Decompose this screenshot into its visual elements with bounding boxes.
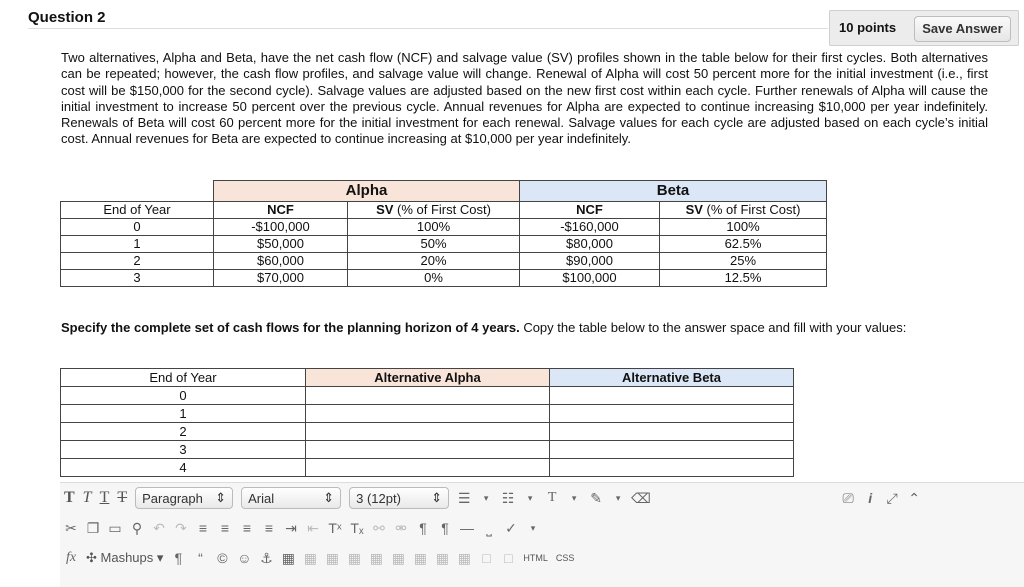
col-alternative-beta: Alternative Beta xyxy=(550,369,794,387)
box2-icon[interactable]: □ xyxy=(504,550,513,566)
col-beta-sv: SV (% of First Cost) xyxy=(660,202,827,219)
cell-alpha-ncf: $70,000 xyxy=(214,270,348,287)
anchor-icon[interactable]: ⚓ xyxy=(260,549,273,566)
table-row xyxy=(61,236,827,253)
answer-template-table xyxy=(60,368,794,477)
copy-icon[interactable]: ❐ xyxy=(86,519,100,536)
ltr-icon[interactable]: ¶ xyxy=(419,520,427,536)
table-merge-icon[interactable]: ▦ xyxy=(391,549,406,566)
cell-year: 2 xyxy=(61,423,306,441)
cell-beta-ncf: $80,000 xyxy=(520,236,660,253)
cell-year: 0 xyxy=(61,219,214,236)
cut-icon[interactable]: ✂ xyxy=(65,519,77,536)
info-icon[interactable]: i xyxy=(868,490,873,506)
underline-icon[interactable]: T xyxy=(99,489,110,506)
subscript-icon[interactable]: Tₓ xyxy=(350,520,364,536)
highlight-pen-icon[interactable]: ✎ xyxy=(590,489,602,506)
points-label: 10 points xyxy=(839,20,897,35)
col-beta-ncf: NCF xyxy=(520,202,660,219)
align-center-icon[interactable]: ≡ xyxy=(220,520,230,536)
cell-beta xyxy=(550,387,794,405)
mashups-button[interactable]: ✣ Mashups ▾ xyxy=(86,550,164,565)
table-row xyxy=(61,459,794,477)
table-row xyxy=(61,253,827,270)
collapse-icon[interactable]: ⌃ xyxy=(908,489,920,506)
cell-beta-ncf: $100,000 xyxy=(520,270,660,287)
eraser-icon[interactable]: ⌫ xyxy=(631,489,651,506)
emoji-icon[interactable]: ☺ xyxy=(237,550,252,566)
link-icon[interactable]: ⚯ xyxy=(373,519,385,536)
table-delete-icon[interactable]: ▦ xyxy=(435,549,450,566)
chevron-updown-icon: ⇕ xyxy=(215,490,227,505)
col-alpha-ncf: NCF xyxy=(214,202,348,219)
unlink-icon[interactable]: ⚮ xyxy=(395,519,407,536)
outdent-icon[interactable]: ⇤ xyxy=(307,519,319,536)
box-icon[interactable]: □ xyxy=(482,550,491,566)
points-box xyxy=(829,10,1019,46)
strikethrough-icon[interactable]: T xyxy=(117,489,128,506)
italic-icon[interactable]: T xyxy=(82,489,92,506)
cell-beta-ncf: -$160,000 xyxy=(520,219,660,236)
superscript-icon[interactable]: Tˣ xyxy=(328,520,342,536)
table-col-icon[interactable]: ▦ xyxy=(325,549,340,566)
formula-icon[interactable]: fx xyxy=(65,550,77,565)
cell-alpha-sv: 0% xyxy=(348,270,520,287)
cell-beta xyxy=(550,405,794,423)
text-color-icon[interactable]: T xyxy=(547,490,557,505)
cell-alpha-ncf: -$100,000 xyxy=(214,219,348,236)
numbered-list-icon[interactable]: ☷ xyxy=(501,489,515,506)
cell-beta xyxy=(550,441,794,459)
redo-icon[interactable]: ↷ xyxy=(175,519,187,536)
rtl-icon[interactable]: ¶ xyxy=(441,520,449,536)
table-insert-icon[interactable]: ▦ xyxy=(457,549,472,566)
cell-beta-sv: 25% xyxy=(660,253,827,270)
col-end-of-year: End of Year xyxy=(61,202,214,219)
rich-text-editor-toolbar: T T T T Paragraph ⇕ Arial ⇕ 3 (12pt) ⇕ ☰ ▾ ☷ ▾ T ▾ ✎ ▾ ⌫ ⎚ i ⤢ ⌃ ✂ ❐ ▭ ⚲ ↶ ↷ ≡ ≡ ≡ ≡ ⇥ ⇤ Tˣ Tₓ ⚯ ⚮ ¶ ¶ — ⎵ ✓ ▾ fx ✣ Mashups ▾ ¶ “ © ☺ ⚓ ▦ ▦ ▦ ▦ ▦ ▦ ▦ ▦ ▦ □ □ HTML CSS xyxy=(60,482,1024,587)
cell-year: 3 xyxy=(61,270,214,287)
col-alpha-sv: SV (% of First Cost) xyxy=(348,202,520,219)
table-row xyxy=(61,405,794,423)
beta-header: Beta xyxy=(520,181,827,202)
cell-year: 4 xyxy=(61,459,306,477)
profile-table xyxy=(60,180,827,287)
find-icon[interactable]: ⚲ xyxy=(131,519,143,536)
table-cell-icon[interactable]: ▦ xyxy=(369,549,384,566)
cell-beta xyxy=(550,459,794,477)
table-icon[interactable]: ▦ xyxy=(281,549,296,566)
table-row xyxy=(61,423,794,441)
cell-alpha-sv: 50% xyxy=(348,236,520,253)
font-select[interactable]: Arial ⇕ xyxy=(241,487,341,509)
cell-alpha-ncf: $50,000 xyxy=(214,236,348,253)
col-alternative-alpha: Alternative Alpha xyxy=(306,369,550,387)
css-button[interactable]: CSS xyxy=(555,553,575,563)
cell-alpha-ncf: $60,000 xyxy=(214,253,348,270)
spellcheck-icon[interactable]: ✓ xyxy=(505,519,517,536)
chevron-updown-icon: ⇕ xyxy=(431,490,443,505)
copyright-icon[interactable]: © xyxy=(217,550,228,566)
undo-icon[interactable]: ↶ xyxy=(153,519,165,536)
html-button[interactable]: HTML xyxy=(523,553,548,563)
bold-icon[interactable]: T xyxy=(64,489,75,506)
col-end-of-year: End of Year xyxy=(61,369,306,387)
paragraph-mark-icon[interactable]: ¶ xyxy=(174,550,183,566)
cell-alpha-sv: 20% xyxy=(348,253,520,270)
cell-beta-sv: 62.5% xyxy=(660,236,827,253)
font-size-select[interactable]: 3 (12pt) ⇕ xyxy=(349,487,449,509)
cell-year: 0 xyxy=(61,387,306,405)
alpha-header: Alpha xyxy=(214,181,520,202)
table-split-icon[interactable]: ▦ xyxy=(413,549,428,566)
align-right-icon[interactable]: ≡ xyxy=(242,520,252,536)
divider xyxy=(28,28,828,29)
cell-alpha xyxy=(306,387,550,405)
cell-beta-sv: 12.5% xyxy=(660,270,827,287)
cell-beta xyxy=(550,423,794,441)
align-left-icon[interactable]: ≡ xyxy=(198,520,208,536)
cell-alpha-sv: 100% xyxy=(348,219,520,236)
table-props-icon[interactable]: ▦ xyxy=(347,549,362,566)
cell-year: 2 xyxy=(61,253,214,270)
cell-year: 1 xyxy=(61,405,306,423)
fullscreen-icon[interactable]: ⤢ xyxy=(886,489,898,506)
chevron-updown-icon: ⇕ xyxy=(323,490,335,505)
align-justify-icon[interactable]: ≡ xyxy=(264,520,274,536)
cell-beta-sv: 100% xyxy=(660,219,827,236)
save-answer-button[interactable]: Save Answer xyxy=(914,16,1011,42)
cell-alpha xyxy=(306,405,550,423)
table-row-icon[interactable]: ▦ xyxy=(303,549,318,566)
question-text: Two alternatives, Alpha and Beta, have the net cash flow (NCF) and salvage value (SV) profiles shown in the table below for their first cycles. Both alternatives can be repeated; however, the cash flow profiles, and salvage value will change. Renewal of Alpha will cost 50 percent more for the initial investment (i.e., first cost will be $150,000 for the second cycle). Salvage values are adjusted based on the new first cost within each cycle. Further renewals of Alpha will cause the initial investment to increase 50 percent over the previous cycle. Annual revenues for Alpha are expected to continue increasing $10,000 per year indefinitely. Renewals of Beta will cost 60 percent more for the initial investment for each renewal. Salvage values for each cycle are adjusted based on each cycle’s initial cost. Annual revenues for Beta are expected to continue increasing at $10,000 per year indefinitely. xyxy=(61,50,988,147)
nonbreaking-space-icon[interactable]: ⎵ xyxy=(486,519,492,536)
preview-icon[interactable]: ⎚ xyxy=(842,489,854,506)
question-title: Question 2 xyxy=(28,9,106,26)
indent-icon[interactable]: ⇥ xyxy=(285,519,297,536)
table-row xyxy=(61,441,794,459)
horizontal-rule-icon[interactable]: — xyxy=(460,520,474,536)
blockquote-icon[interactable]: “ xyxy=(198,550,203,566)
cell-alpha xyxy=(306,441,550,459)
cell-year: 3 xyxy=(61,441,306,459)
table-row xyxy=(61,270,827,287)
paste-icon[interactable]: ▭ xyxy=(108,519,122,536)
bullet-list-icon[interactable]: ☰ xyxy=(457,489,471,506)
cell-alpha xyxy=(306,423,550,441)
instruction-text: Specify the complete set of cash flows for the planning horizon of 4 years. Copy the table below to the answer space and fill with your values: xyxy=(61,320,907,335)
table-row xyxy=(61,387,794,405)
cell-beta-ncf: $90,000 xyxy=(520,253,660,270)
cell-alpha xyxy=(306,459,550,477)
table-row xyxy=(61,219,827,236)
cell-year: 1 xyxy=(61,236,214,253)
paragraph-select[interactable]: Paragraph ⇕ xyxy=(135,487,233,509)
